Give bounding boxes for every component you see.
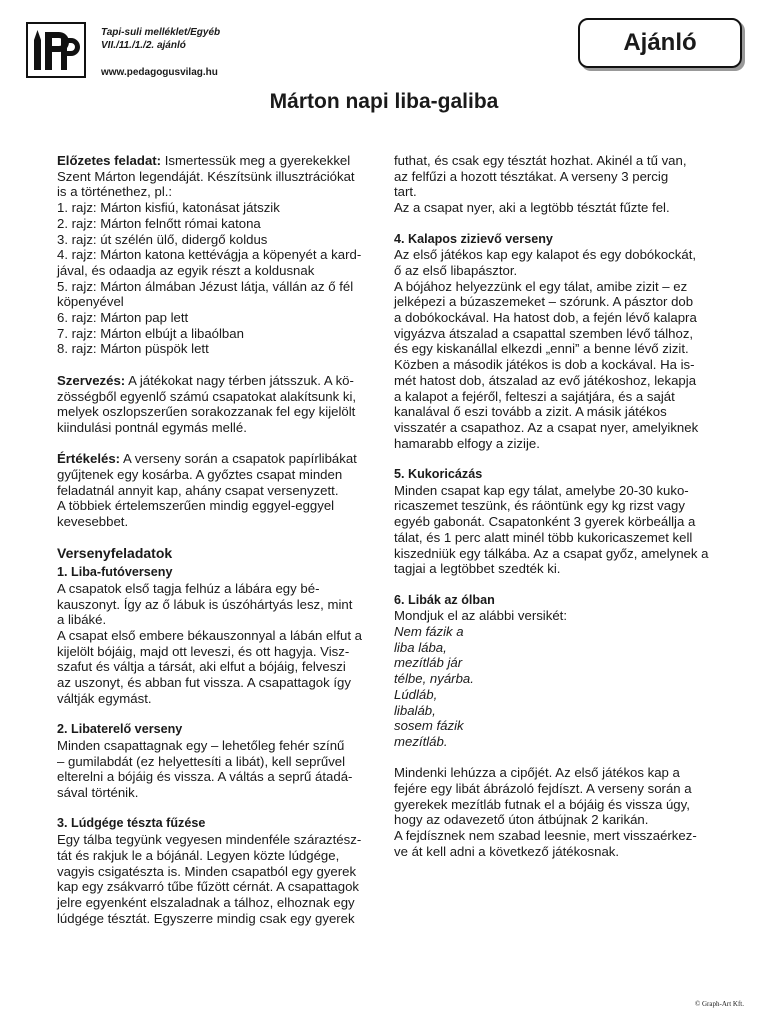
category-badge: Ajánló: [578, 18, 742, 68]
text-line: Nem fázik a: [394, 624, 464, 640]
tasks-section-title: Versenyfeladatok: [57, 544, 173, 561]
text-line: a libáké.: [57, 612, 107, 628]
text-line: kijelölt bójáig, majd ott leveszi, és ott hagyja. Visz-: [57, 643, 350, 659]
text-line: A fejdísznek nem szabad leesnie, mert visszaérkez-: [394, 828, 697, 844]
right-column: [394, 153, 712, 860]
text-line: A bójához helyezzünk el egy tálat, amibe zizit – ez: [394, 278, 688, 294]
organization-line: A játékokat nagy térben játsszuk. A kö-: [125, 372, 354, 388]
publisher-logo: [26, 22, 86, 78]
text-line: mezítláb jár: [394, 655, 463, 671]
text-line: A csapat első embere békauszonnyal a lábán elfut a: [57, 628, 362, 644]
text-line: kauszonyt. Így az ő lábuk is úszóhártyás lesz, mint: [57, 596, 353, 612]
evaluation-label: Értékelés:: [57, 451, 121, 467]
task-4-body: [394, 247, 712, 451]
text-line: a kalapot a fejéről, felteszi a sajátjára, és a saját: [394, 388, 675, 404]
intro-label: Előzetes feladat:: [57, 153, 162, 168]
task-2-title: 2. Libaterelő verseny: [57, 722, 183, 737]
text-line: tagjai a legtöbbet szedték ki.: [394, 561, 561, 577]
text-line: és egy kiskanállal elkezdi „enni” a benne lévő zizit.: [394, 341, 689, 357]
text-line: kiszedniük egy tálkába. Az a csapat győz, amelynek a: [394, 545, 709, 561]
text-line: Egy tálba tegyünk vegyesen mindenféle száraztész-: [57, 832, 362, 848]
text-line: kanalával ő eszi tovább a zizit. A másik játékos: [394, 404, 667, 420]
header-meta: [101, 26, 220, 79]
text-line: Minden csapat kap egy tálat, amelybe 20-30 kuko-: [394, 482, 689, 498]
text-line: jával, és odaadja az egyik részt a koldusnak: [57, 262, 315, 278]
text-line: mét hatost dob, átszalad az evő játékoshoz, lekapja: [394, 372, 697, 388]
task-6-body: [394, 765, 712, 859]
task-3-body: [57, 832, 375, 926]
intro-line: Ismertessük meg a gyerekekkel: [161, 153, 351, 168]
text-line: futhat, és csak egy tésztát hozhat. Akinél a tű van,: [394, 153, 687, 168]
text-line: jelre egyenként elszaladnak a tálhoz, elhoznak egy: [57, 894, 355, 910]
text-line: is a történethez, pl.:: [57, 184, 173, 200]
text-line: gyerekek mezítláb futnak el a bójáig és vissza úgy,: [394, 796, 690, 812]
document-code: VII./11./1./2. ajánló: [101, 40, 186, 51]
text-line: visszatér a csapathoz. Az a csapat nyer, amelyiknek: [394, 419, 699, 435]
text-line: köpenyével: [57, 294, 124, 310]
text-line: 4. rajz: Márton katona kettévágja a köpenyét a kard-: [57, 247, 362, 263]
text-line: elterelni a bójáig és vissza. A váltás a seprű átadá-: [57, 769, 353, 785]
text-line: Közben a második játékos is dob a kockával. Ha is-: [394, 357, 695, 373]
text-line: hamarabb elfogy a zizije.: [394, 435, 540, 451]
task-5-body: [394, 483, 712, 577]
intro-lines: [57, 169, 375, 357]
organization-paragraph: [57, 373, 375, 389]
evaluation-line: A verseny során a csapatok papírlibákat: [120, 451, 357, 467]
text-line: vagyis csigatészta is. Minden csapatból egy gyerek: [57, 863, 357, 879]
text-line: az uszonyt, és abban fut vissza. A csapattagok így: [57, 675, 351, 691]
evaluation-lines: [57, 467, 375, 530]
website-url: www.pedagogusvilag.hu: [101, 67, 218, 78]
text-line: melyek oszlopszerűen sorakozzanak fel egy kijelölt: [57, 404, 356, 420]
text-line: az felfűzi a hozott tésztákat. A verseny 3 percig: [394, 168, 669, 184]
copyright: © Graph-Art Kft.: [694, 1000, 744, 1008]
text-line: tát és rakjuk le a bójánál. Legyen közte lúdgége,: [57, 847, 340, 863]
text-line: mezítláb.: [394, 733, 448, 749]
text-line: sával történik.: [57, 785, 139, 801]
task-6-intro: Mondjuk el az alábbi versikét:: [394, 608, 567, 624]
task-5-title: 5. Kukoricázás: [394, 467, 483, 482]
text-line: zösségből egyenlő számú csapatokat alakítsunk ki,: [57, 388, 357, 404]
text-line: vigyázva átszalad a csapattal szemben lévő tálhoz,: [394, 325, 694, 341]
text-line: ve át kell adni a következő játékosnak.: [394, 843, 620, 859]
text-line: A többiek értelemszerűen mindig eggyel-eggyel: [57, 498, 335, 514]
text-line: Minden csapattagnak egy – lehetőleg fehér színű: [57, 737, 345, 753]
task-1-title: 1. Liba-futóverseny: [57, 565, 173, 580]
task-3-title: 3. Lúdgége tészta fűzése: [57, 816, 206, 831]
text-line: ő az első libapásztor.: [394, 262, 518, 278]
text-line: tálat, és 1 perc alatt minél több kukoricaszemet kell: [394, 529, 693, 545]
page-title: Márton napi liba-galiba: [269, 90, 499, 113]
text-line: A csapatok első tagja felhúz a lábára egy bé-: [57, 580, 320, 596]
text-line: gyűjtenek egy kosárba. A győztes csapat minden: [57, 467, 343, 483]
text-line: Az a csapat nyer, aki a legtöbb tésztát fűzte fel.: [394, 200, 670, 216]
task-1-body: [57, 581, 375, 707]
text-line: feladatnál annyit kap, ahány csapat versenyzett.: [57, 482, 339, 498]
text-line: hogy az odavezető úton átbújnak 2 karikán.: [394, 812, 649, 828]
text-line: liba lába,: [394, 639, 447, 655]
text-line: 7. rajz: Márton elbújt a libaólban: [57, 325, 244, 341]
text-line: – gumilabdát (ez helyettesíti a libát), kell seprűvel: [57, 753, 346, 769]
text-line: 3. rajz: út szélén ülő, didergő koldus: [57, 231, 268, 247]
supplement-label: Tapi-suli melléklet/Egyéb: [101, 27, 221, 38]
left-column: [57, 153, 375, 926]
text-line: sosem fázik: [394, 718, 464, 734]
task-6-title: 6. Libák az ólban: [394, 592, 495, 607]
text-line: Lúdláb,: [394, 686, 438, 702]
intro-paragraph: [57, 153, 375, 169]
text-line: egyéb gabonát. Csapatonként 3 gyerek körbeállja a: [394, 514, 696, 530]
text-line: kiindulási pontnál egymás mellé.: [57, 419, 247, 435]
text-line: szafut és váltja a társát, aki elfut a bójáig, felveszi: [57, 659, 346, 675]
organization-lines: [57, 389, 375, 436]
text-line: Szent Márton legendáját. Készítsünk illusztrációkat: [57, 168, 355, 184]
text-line: tart.: [394, 184, 417, 200]
task-3-continued: [394, 153, 712, 216]
evaluation-paragraph: [57, 451, 375, 467]
text-line: jelképezi a búzaszemeket – szórunk. A pásztor dob: [394, 294, 694, 310]
task-4-title: 4. Kalapos zizievő verseny: [394, 231, 553, 246]
text-line: ricaszemet teszünk, és ráöntünk egy kg rizst vagy: [394, 498, 685, 514]
text-line: lúdgége tésztát. Egyszerre mindig csak egy gyerek: [57, 910, 355, 926]
text-line: 1. rajz: Márton kisfiú, katonásat játszik: [57, 200, 280, 216]
text-line: kevesebbet.: [57, 514, 129, 530]
text-line: 5. rajz: Márton álmában Jézust látja, vállán az ő fél: [57, 278, 354, 294]
text-line: 6. rajz: Márton pap lett: [57, 310, 189, 326]
organization-label: Szervezés:: [57, 372, 126, 388]
text-line: libaláb,: [394, 702, 436, 718]
text-line: Az első játékos kap egy kalapot és egy dobókockát,: [394, 247, 697, 263]
text-line: Mindenki lehúzza a cipőjét. Az első játékos kap a: [394, 765, 680, 781]
text-line: fejére egy libát ábrázoló fejdíszt. A verseny során a: [394, 781, 692, 797]
poem: [394, 624, 712, 750]
text-line: kap egy zsákvarró tűbe fűzött cérnát. A csapattagok: [57, 879, 360, 895]
text-line: 8. rajz: Márton püspök lett: [57, 341, 209, 357]
text-line: 2. rajz: Márton felnőtt római katona: [57, 215, 261, 231]
text-line: váltják egymást.: [57, 690, 152, 706]
task-2-body: [57, 738, 375, 801]
text-line: a dobókockával. Ha hatost dob, a fején lévő kalapra: [394, 310, 697, 326]
text-line: télbe, nyárba.: [394, 671, 474, 687]
